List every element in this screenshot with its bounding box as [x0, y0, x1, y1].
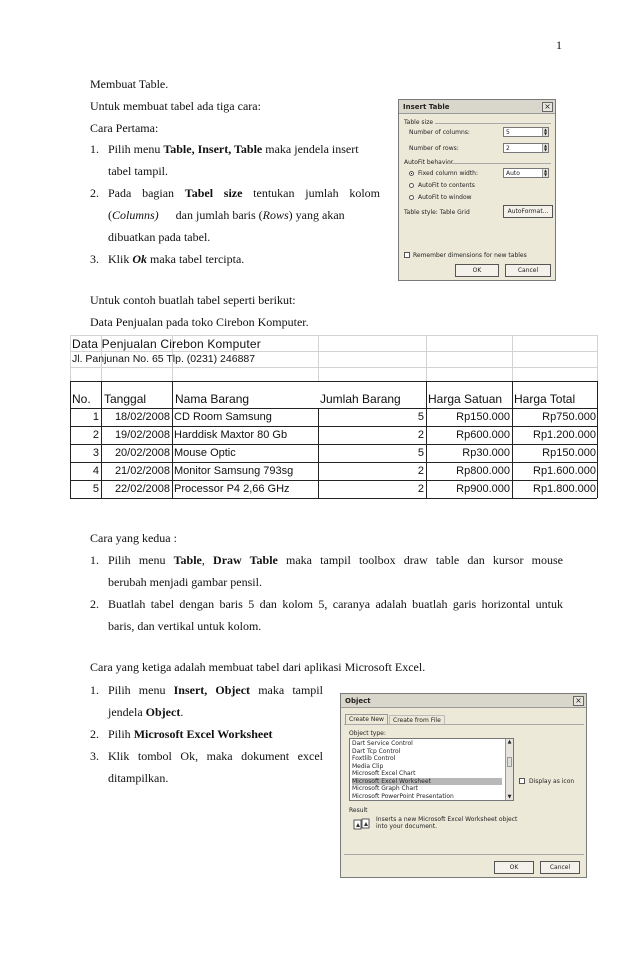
example-line-1: Untuk contoh buatlah tabel seperti berikut:: [90, 293, 296, 307]
autofit-window-label: AutoFit to window: [418, 194, 472, 201]
table-row: 2: [92, 429, 99, 441]
list-item[interactable]: Microsoft PowerPoint Presentation: [352, 792, 454, 800]
columns-input[interactable]: 5 ▲ ▼: [503, 127, 549, 137]
first-step-1-cont: tabel tampil.: [108, 164, 168, 178]
table-cell: 5: [417, 447, 424, 459]
second-step-2-cont: baris, dan vertikal untuk kolom.: [108, 619, 262, 633]
scroll-thumb[interactable]: [507, 757, 512, 767]
third-step-1-cont: jendela Object.: [108, 705, 184, 719]
table-cell: 2: [417, 483, 424, 495]
footer-divider: [344, 854, 584, 855]
result-label: Result: [349, 807, 368, 814]
fixed-width-input[interactable]: Auto ▲ ▼: [503, 168, 549, 178]
table-cell: 20/02/2008: [114, 447, 170, 459]
third-step-3: Klik tombol Ok, maka dokument excel: [108, 749, 323, 763]
header-harga-total: Harga Total: [514, 392, 576, 406]
list-item[interactable]: Media Clip: [352, 762, 384, 770]
table-title: Data Penjualan Cirebon Komputer: [72, 337, 261, 351]
first-step-1: Pilih menu Table, Insert, Table maka jendela insert: [108, 142, 359, 156]
result-text-1: Inserts a new Microsoft Excel Worksheet object: [376, 816, 518, 823]
header-tanggal: Tanggal: [104, 392, 147, 406]
table-cell: 2: [417, 429, 424, 441]
autoformat-button[interactable]: AutoFormat...: [503, 205, 553, 218]
page-number: 1: [556, 38, 562, 52]
table-size-label: Table size: [404, 119, 434, 126]
object-dialog: [340, 693, 587, 878]
table-cell: Rp150.000: [542, 447, 596, 459]
table-cell: Rp150.000: [456, 411, 510, 423]
table-row: 5: [92, 483, 99, 495]
spinner-icon[interactable]: ▲ ▼: [543, 127, 548, 136]
autofit-contents-label: AutoFit to contents: [418, 182, 475, 189]
rows-input[interactable]: 2 ▲ ▼: [503, 143, 549, 153]
ok-button[interactable]: OK: [455, 264, 499, 277]
table-cell: 21/02/2008: [114, 465, 170, 477]
autofit-label: AutoFit behavior: [404, 159, 454, 166]
heading: Membuat Table.: [90, 77, 169, 91]
first-step-3: Klik Ok maka tabel tercipta.: [108, 252, 245, 266]
third-step-1: Pilih menu Insert, Object maka tampil: [108, 683, 323, 697]
display-as-icon-label: Display as icon: [529, 778, 575, 785]
cancel-button[interactable]: Cancel: [540, 861, 580, 874]
table-cell: Rp800.000: [456, 465, 510, 477]
list-item-selected[interactable]: Microsoft Excel Worksheet: [352, 778, 502, 786]
table-cell: 19/02/2008: [114, 429, 170, 441]
header-jumlah-barang: Jumlah Barang: [320, 392, 401, 406]
step-number: 1.: [90, 683, 99, 697]
second-method-label: Cara yang kedua :: [90, 531, 177, 545]
spinner-icon[interactable]: ▲ ▼: [543, 168, 548, 177]
third-step-2: Pilih Microsoft Excel Worksheet: [108, 727, 273, 741]
table-cell: Harddisk Maxtor 80 Gb: [174, 429, 288, 441]
tab-create-new[interactable]: Create New: [345, 714, 388, 724]
object-type-list[interactable]: [349, 738, 514, 801]
scroll-down-icon[interactable]: ▼: [507, 794, 512, 800]
table-cell: Processor P4 2,66 GHz: [174, 483, 290, 495]
result-text-2: into your document.: [376, 823, 437, 830]
header-harga-satuan: Harga Satuan: [428, 392, 503, 406]
display-as-icon-checkbox[interactable]: [519, 778, 525, 784]
group-divider: [435, 123, 551, 124]
first-step-2: Pada bagian Tabel size tentukan jumlah kolom: [108, 186, 380, 200]
table-cell: Rp1.600.000: [533, 465, 596, 477]
table-row: 1: [92, 411, 99, 423]
example-line-2: Data Penjualan pada toko Cirebon Komputer.: [90, 315, 309, 329]
remember-checkbox[interactable]: [404, 252, 410, 258]
columns-label: Number of columns:: [409, 129, 470, 136]
table-row: 4: [92, 465, 99, 477]
table-cell: Rp900.000: [456, 483, 510, 495]
tab-divider: [344, 724, 584, 725]
step-number: 2.: [90, 727, 99, 741]
table-cell: 22/02/2008: [114, 483, 170, 495]
rows-label: Number of rows:: [409, 145, 459, 152]
table-cell: Rp1.200.000: [533, 429, 596, 441]
third-step-3-cont: ditampilkan.: [108, 771, 169, 785]
second-step-1-cont: berubah menjadi gambar pensil.: [108, 575, 262, 589]
table-cell: 2: [417, 465, 424, 477]
table-cell: Rp600.000: [456, 429, 510, 441]
result-icon: [353, 818, 371, 832]
second-step-2: Buatlah tabel dengan baris 5 dan kolom 5, caranya adalah buatlah garis horizontal untuk: [108, 597, 563, 611]
list-item[interactable]: Microsoft Excel Chart: [352, 770, 416, 777]
scrollbar[interactable]: [505, 739, 513, 800]
table-cell: Rp750.000: [542, 411, 596, 423]
step-number: 2.: [90, 186, 99, 200]
first-step-2-cont: (Columns) dan jumlah baris (Rows) yang akan: [108, 208, 345, 222]
scroll-up-icon[interactable]: ▲: [507, 739, 512, 745]
step-number: 3.: [90, 252, 99, 266]
header-nama-barang: Nama Barang: [175, 392, 250, 406]
radio-window[interactable]: [409, 195, 414, 200]
remember-label: Remember dimensions for new tables: [413, 252, 527, 259]
table-cell: Monitor Samsung 793sg: [174, 465, 294, 477]
close-icon[interactable]: ×: [573, 696, 584, 706]
list-item[interactable]: Foxtlib Control: [352, 755, 396, 762]
first-method-label: Cara Pertama:: [90, 121, 159, 135]
table-row: 3: [92, 447, 99, 459]
table-cell: Rp30.000: [462, 447, 510, 459]
table-cell: 5: [417, 411, 424, 423]
radio-contents[interactable]: [409, 183, 414, 188]
close-icon[interactable]: ×: [542, 102, 553, 112]
step-number: 1.: [90, 142, 99, 156]
table-cell: Rp1.800.000: [533, 483, 596, 495]
step-number: 1.: [90, 553, 99, 567]
lead-text: Untuk membuat tabel ada tiga cara:: [90, 99, 261, 113]
table-address: Jl. Panjunan No. 65 Tlp. (0231) 246887: [72, 353, 256, 365]
ok-button[interactable]: OK: [494, 861, 534, 874]
second-step-1: Pilih menu Table, Draw Table maka tampil toolbox draw table dan kursor mouse: [108, 553, 563, 567]
list-item[interactable]: Microsoft Graph Chart: [352, 785, 419, 792]
table-cell: Mouse Optic: [174, 447, 236, 459]
dialog-title: Object: [341, 694, 586, 708]
spinner-icon[interactable]: ▲ ▼: [543, 143, 548, 152]
step-number: 2.: [90, 597, 99, 611]
third-method-label: Cara yang ketiga adalah membuat tabel dari aplikasi Microsoft Excel.: [90, 660, 426, 674]
cancel-button[interactable]: Cancel: [505, 264, 551, 277]
object-type-label: Object type:: [349, 730, 386, 737]
first-step-2-cont2: dibuatkan pada tabel.: [108, 230, 211, 244]
list-item[interactable]: Dart Service Control: [352, 740, 413, 747]
table-style-label: Table style: Table Grid: [404, 209, 470, 216]
table-cell: CD Room Samsung: [174, 411, 272, 423]
dialog-title: Insert Table: [399, 100, 555, 114]
group-divider: [447, 163, 551, 164]
fixed-width-label: Fixed column width:: [418, 170, 479, 177]
step-number: 3.: [90, 749, 99, 763]
radio-fixed[interactable]: [409, 171, 414, 176]
tab-create-from-file[interactable]: Create from File: [389, 715, 445, 725]
insert-table-dialog: [398, 99, 556, 281]
header-no: No.: [72, 392, 91, 406]
table-cell: 18/02/2008: [114, 411, 170, 423]
list-item[interactable]: Dart Tcp Control: [352, 747, 401, 755]
